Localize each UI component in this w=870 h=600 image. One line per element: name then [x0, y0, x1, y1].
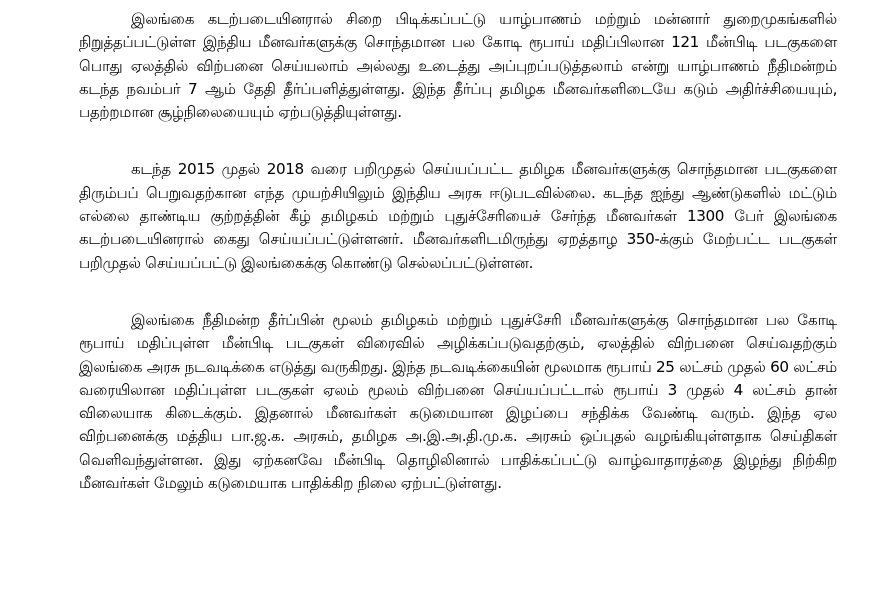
- paragraph-3: இலங்கை நீதிமன்ற தீர்ப்பின் மூலம் தமிழகம் மற்றும் புதுச்சேரி மீனவர்களுக்கு சொந்தமான பல கோடி ரூபாய் மதிப்புள்ள மீன்பிடி படகுகள் விரைவில் அழிக்கப்படுவதற்கும், ஏலத்தில் விற்பனை செய்வதற்கும் இலங்கை அரசு நடவடிக்கை எடுத்து வருகிறது. இந்த நடவடிக்கையின் மூலமாக ரூபாய் 25 லட்சம் முதல் 60 லட்சம் வரையிலான மதிப்புள்ள படகுகள் ஏலம் மூலம் விற்பனை செய்யப்பட்டால் ரூபாய் 3 முதல் 4 லட்சம் தான் விலையாக கிடைக்கும். இதனால் மீனவர்கள் கடுமையான இழப்பை சந்திக்க வேண்டி வரும். இந்த ஏல விற்பனைக்கு மத்திய பா.ஜ.க. அரசும், தமிழக அ.இ.அ.தி.மு.க. அரசும் ஒப்புதல் வழங்கியுள்ளதாக செய்திகள் வெளிவந்துள்ளன. இது ஏற்கனவே மீன்பிடி தொழிலினால் பாதிக்கப்பட்டு வாழ்வாதாரத்தை இழந்து நிற்கிற மீனவர்கள் மேலும் கடுமையாக பாதிக்கிற நிலை ஏற்பட்டுள்ளது.: [79, 310, 837, 493]
- paragraph-2: கடந்த 2015 முதல் 2018 வரை பறிமுதல் செய்யப்பட்ட தமிழக மீனவர்களுக்கு சொந்தமான படகுகளை திரும்பப் பெறுவதற்கான எந்த முயற்சியிலும் இந்திய அரசு ஈடுபடவில்லை. கடந்த ஐந்து ஆண்டுகளில் மட்டும் எல்லை தாண்டிய குற்றத்தின் கீழ் தமிழகம் மற்றும் புதுச்சேரியைச் சேர்ந்த மீனவர்கள் 1300 பேர் இலங்கை கடற்படையினரால் கைது செய்யப்பட்டுள்ளனர். மீனவர்களிடமிருந்து ஏறத்தாழ 350-க்கும் மேற்பட்ட படகுகள் பறிமுதல் செய்யப்பட்டு இலங்கைக்கு கொண்டு செல்லப்பட்டுள்ளன.: [79, 160, 837, 272]
- paragraph-1: இலங்கை கடற்படையினரால் சிறை பிடிக்கப்பட்டு யாழ்பாணம் மற்றும் மன்னார் துறைமுகங்களில் நிறுத்தப்பட்டுள்ள இந்திய மீனவர்களுக்கு சொந்தமான பல கோடி ரூபாய் மதிப்பிலான 121 மீன்பிடி படகுகளை பொது ஏலத்தில் விற்பனை செய்யலாம் அல்லது உடைத்து அப்புறப்படுத்தலாம் என்று யாழ்பாணம் நீதிமன்றம் கடந்த நவம்பர் 7 ஆம் தேதி தீர்ப்பளித்துள்ளது. இந்த தீர்ப்பு தமிழக மீனவர்களிடையே கடும் அதிர்ச்சியையும், பதற்றமான சூழ்நிலையையும் ஏற்படுத்தியுள்ளது.: [79, 10, 837, 122]
- document-body: [79, 8, 837, 495]
